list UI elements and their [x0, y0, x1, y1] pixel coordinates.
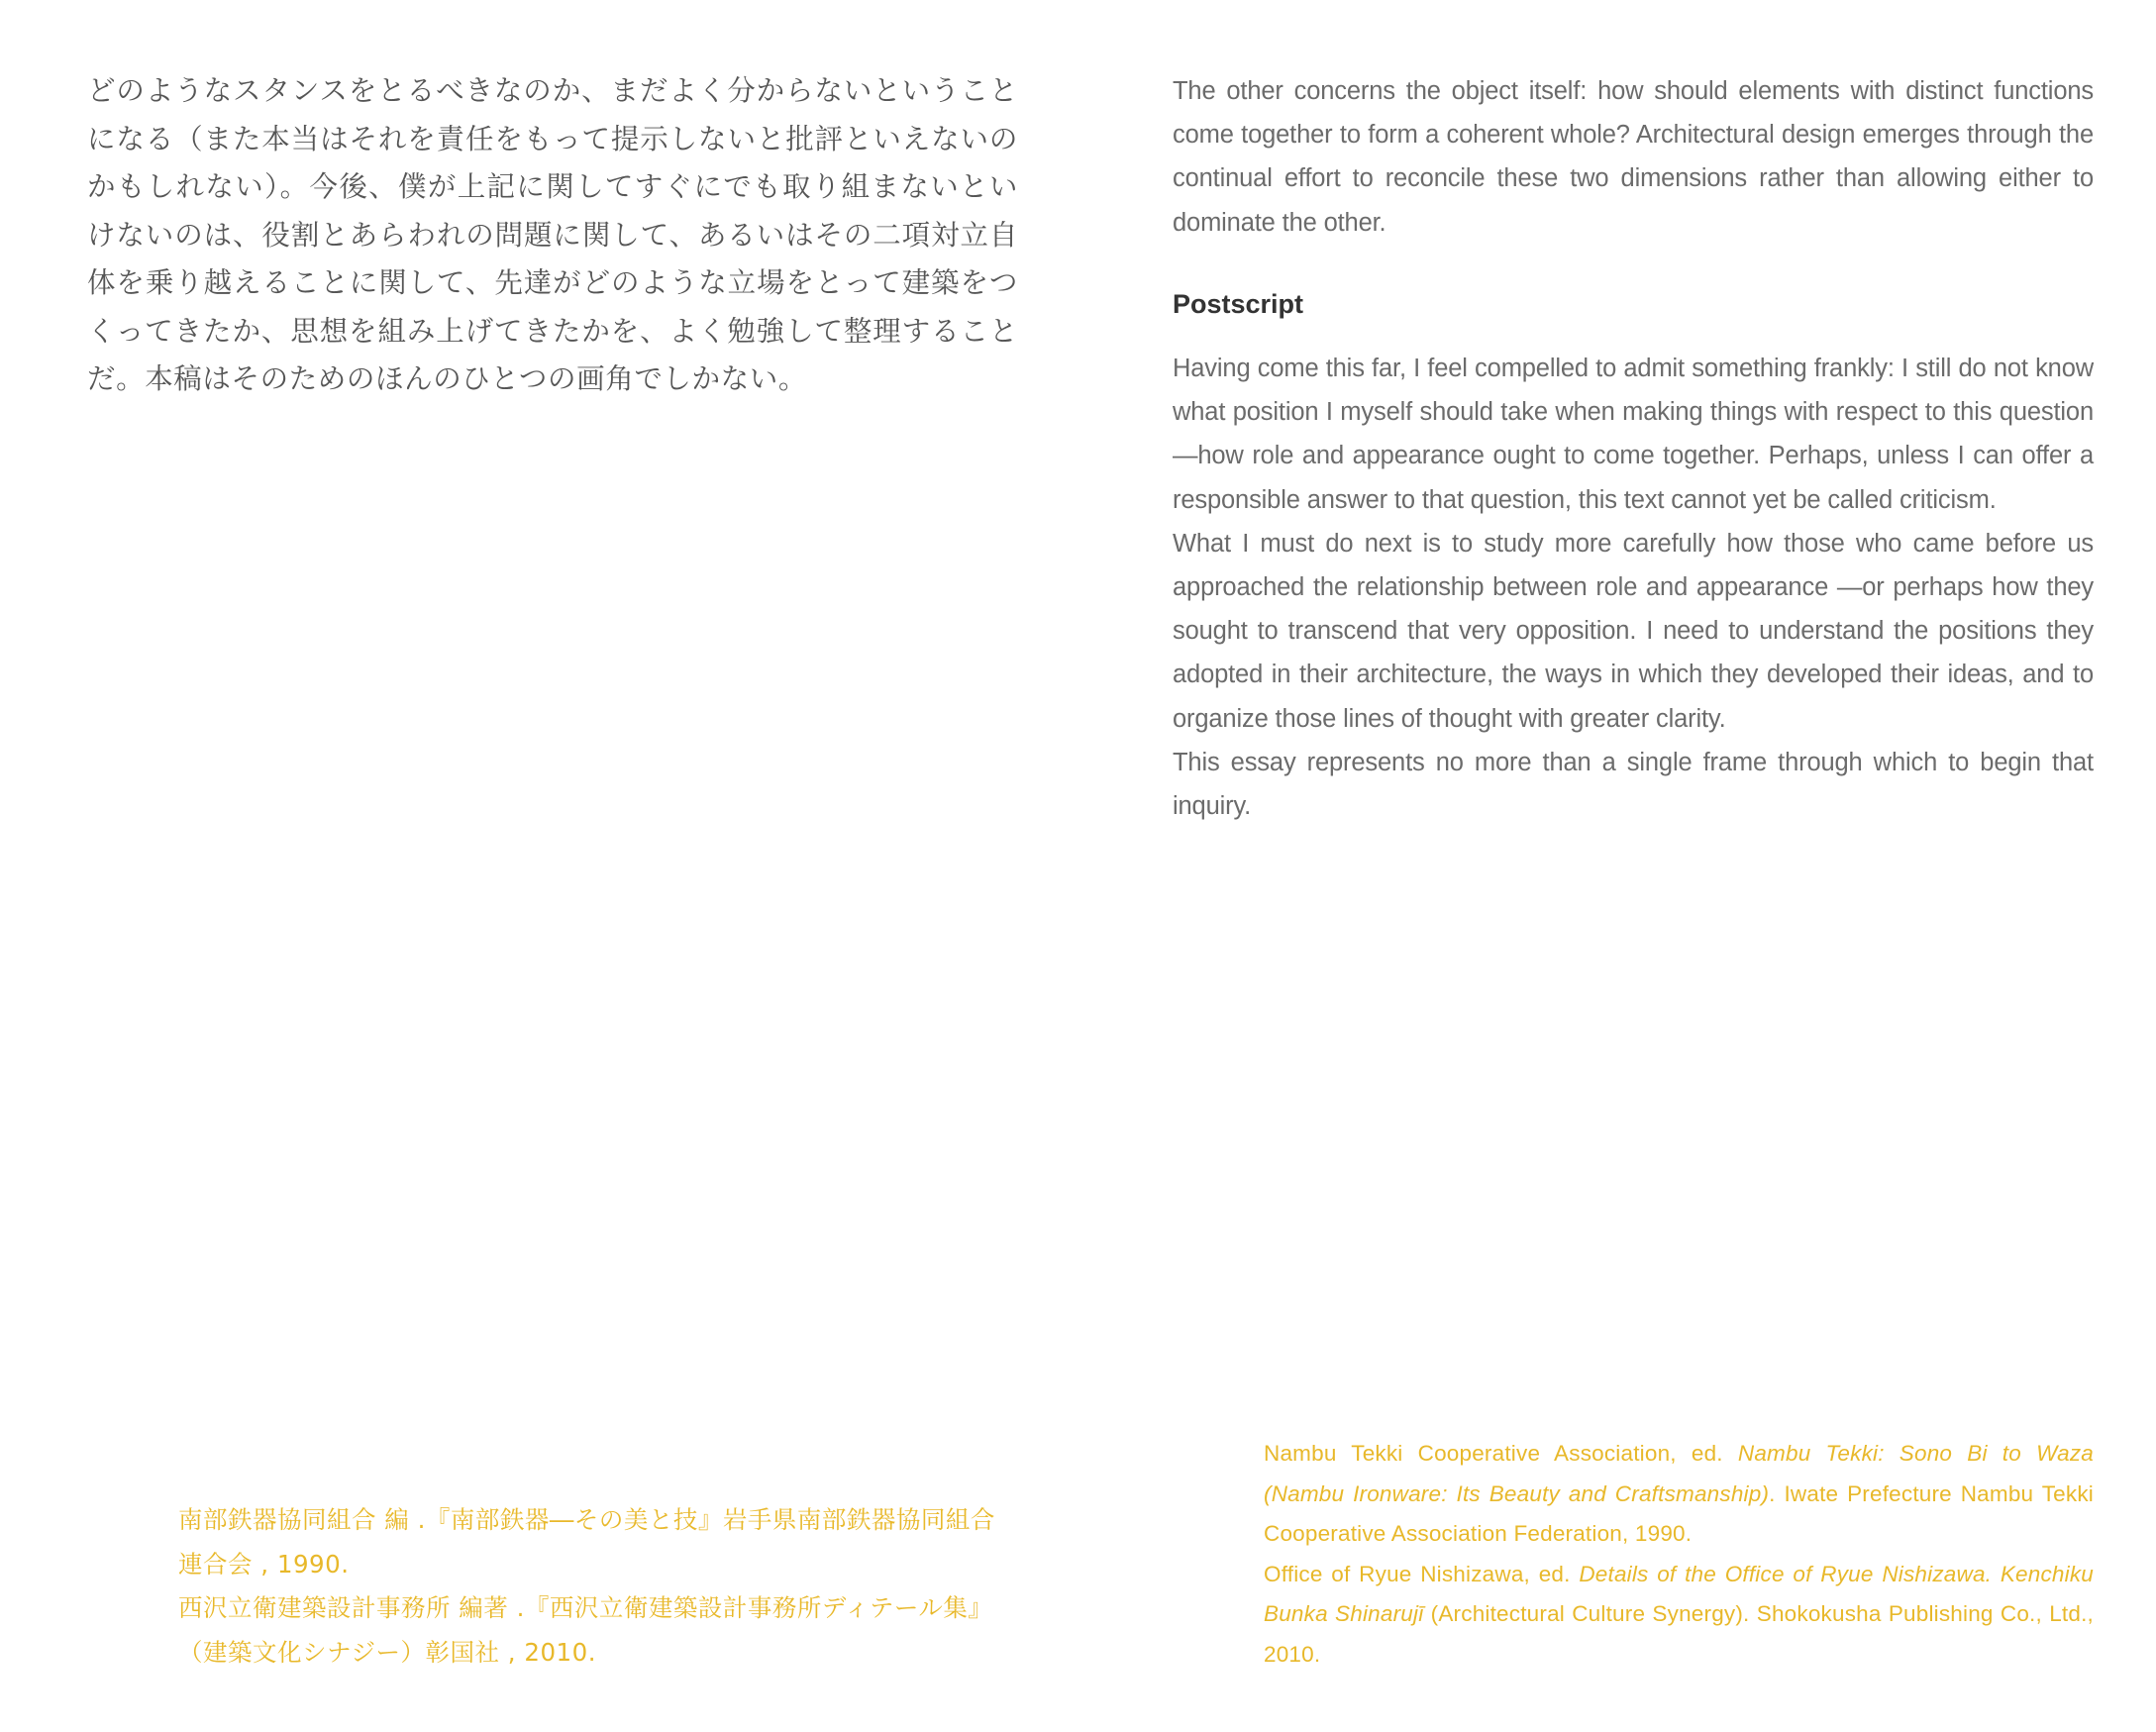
- paragraph: What I must do next is to study more carefully how those who came before us approached the relationship between role and appearance —or perhaps how they sought to transcend that very opposition. I need to understand the positions they adopted in their architecture, the ways in which they developed their ideas, and to organize those lines of thought with greater clarity.: [1173, 529, 2094, 733]
- reference-publisher: (Architectural Culture Synergy). Shokokusha Publishing Co., Ltd., 2010.: [1264, 1601, 2094, 1667]
- reference-author: Nambu Tekki Cooperative Association, ed.: [1264, 1441, 1738, 1466]
- reference-item: [1264, 1555, 2094, 1676]
- reference-item: [1264, 1434, 2094, 1555]
- english-references: [1264, 1434, 2094, 1676]
- english-intro-paragraph: [1173, 69, 2094, 245]
- paragraph: The other concerns the object itself: how should elements with distinct functions come together to form a coherent whole? Architectural design emerges through the continual effort to reconcile these two dimensions rather than allowing either to dominate the other.: [1173, 77, 2094, 237]
- reference-title: Nambu Tekki: Sono Bi to Waza (Nambu Ironware: Its Beauty and Craftsmanship): [1264, 1441, 2094, 1506]
- japanese-references: [178, 1498, 1015, 1675]
- paragraph: This essay represents no more than a single frame through which to begin that inquiry.: [1173, 748, 2094, 821]
- reference-publisher: . Iwate Prefecture Nambu Tekki Cooperative Association Federation, 1990.: [1264, 1480, 2094, 1547]
- reference-author: Office of Ryue Nishizawa, ed.: [1264, 1561, 1580, 1586]
- postscript-body: [1173, 347, 2094, 828]
- paragraph: Having come this far, I feel compelled to admit something frankly: I still do not know what position I myself should take when making things with respect to this question—how role and appearance ought to come together. Perhaps, unless I can offer a responsible answer to that question, this text cannot yet be called criticism.: [1173, 355, 2094, 514]
- reference-item: 南部鉄器協同組合 編 .『南部鉄器―その美と技』岩手県南部鉄器協同組合連合会 , 1990.: [178, 1505, 995, 1579]
- right-page: [1078, 0, 2156, 1732]
- reference-item: 西沢立衛建築設計事務所 編著 .『西沢立衛建築設計事務所ディテール集』（建築文化シナジー）彰国社 , 2010.: [178, 1593, 993, 1667]
- reference-title: Details of the Office of Ryue Nishizawa. Kenchiku Bunka Shinarujī: [1264, 1561, 2094, 1627]
- postscript-heading: Postscript: [1173, 289, 1304, 319]
- japanese-body-text: どのようなスタンスをとるべきなのか、まだよく分からないということになる（また本当はそれを責任をもって提示しないと批評といえないのかもしれない）。今後、僕が上記に関してすぐにでも取り組まないといけないのは、役割とあらわれの問題に関して、あるいはその二項対立自体を乗り越えることに関して、先達がどのような立場をとって建築をつくってきたか、思想を組み上げてきたかを、よく勉強して整理することだ。本稿はそのためのほんのひとつの画角でしかない。: [87, 74, 1018, 395]
